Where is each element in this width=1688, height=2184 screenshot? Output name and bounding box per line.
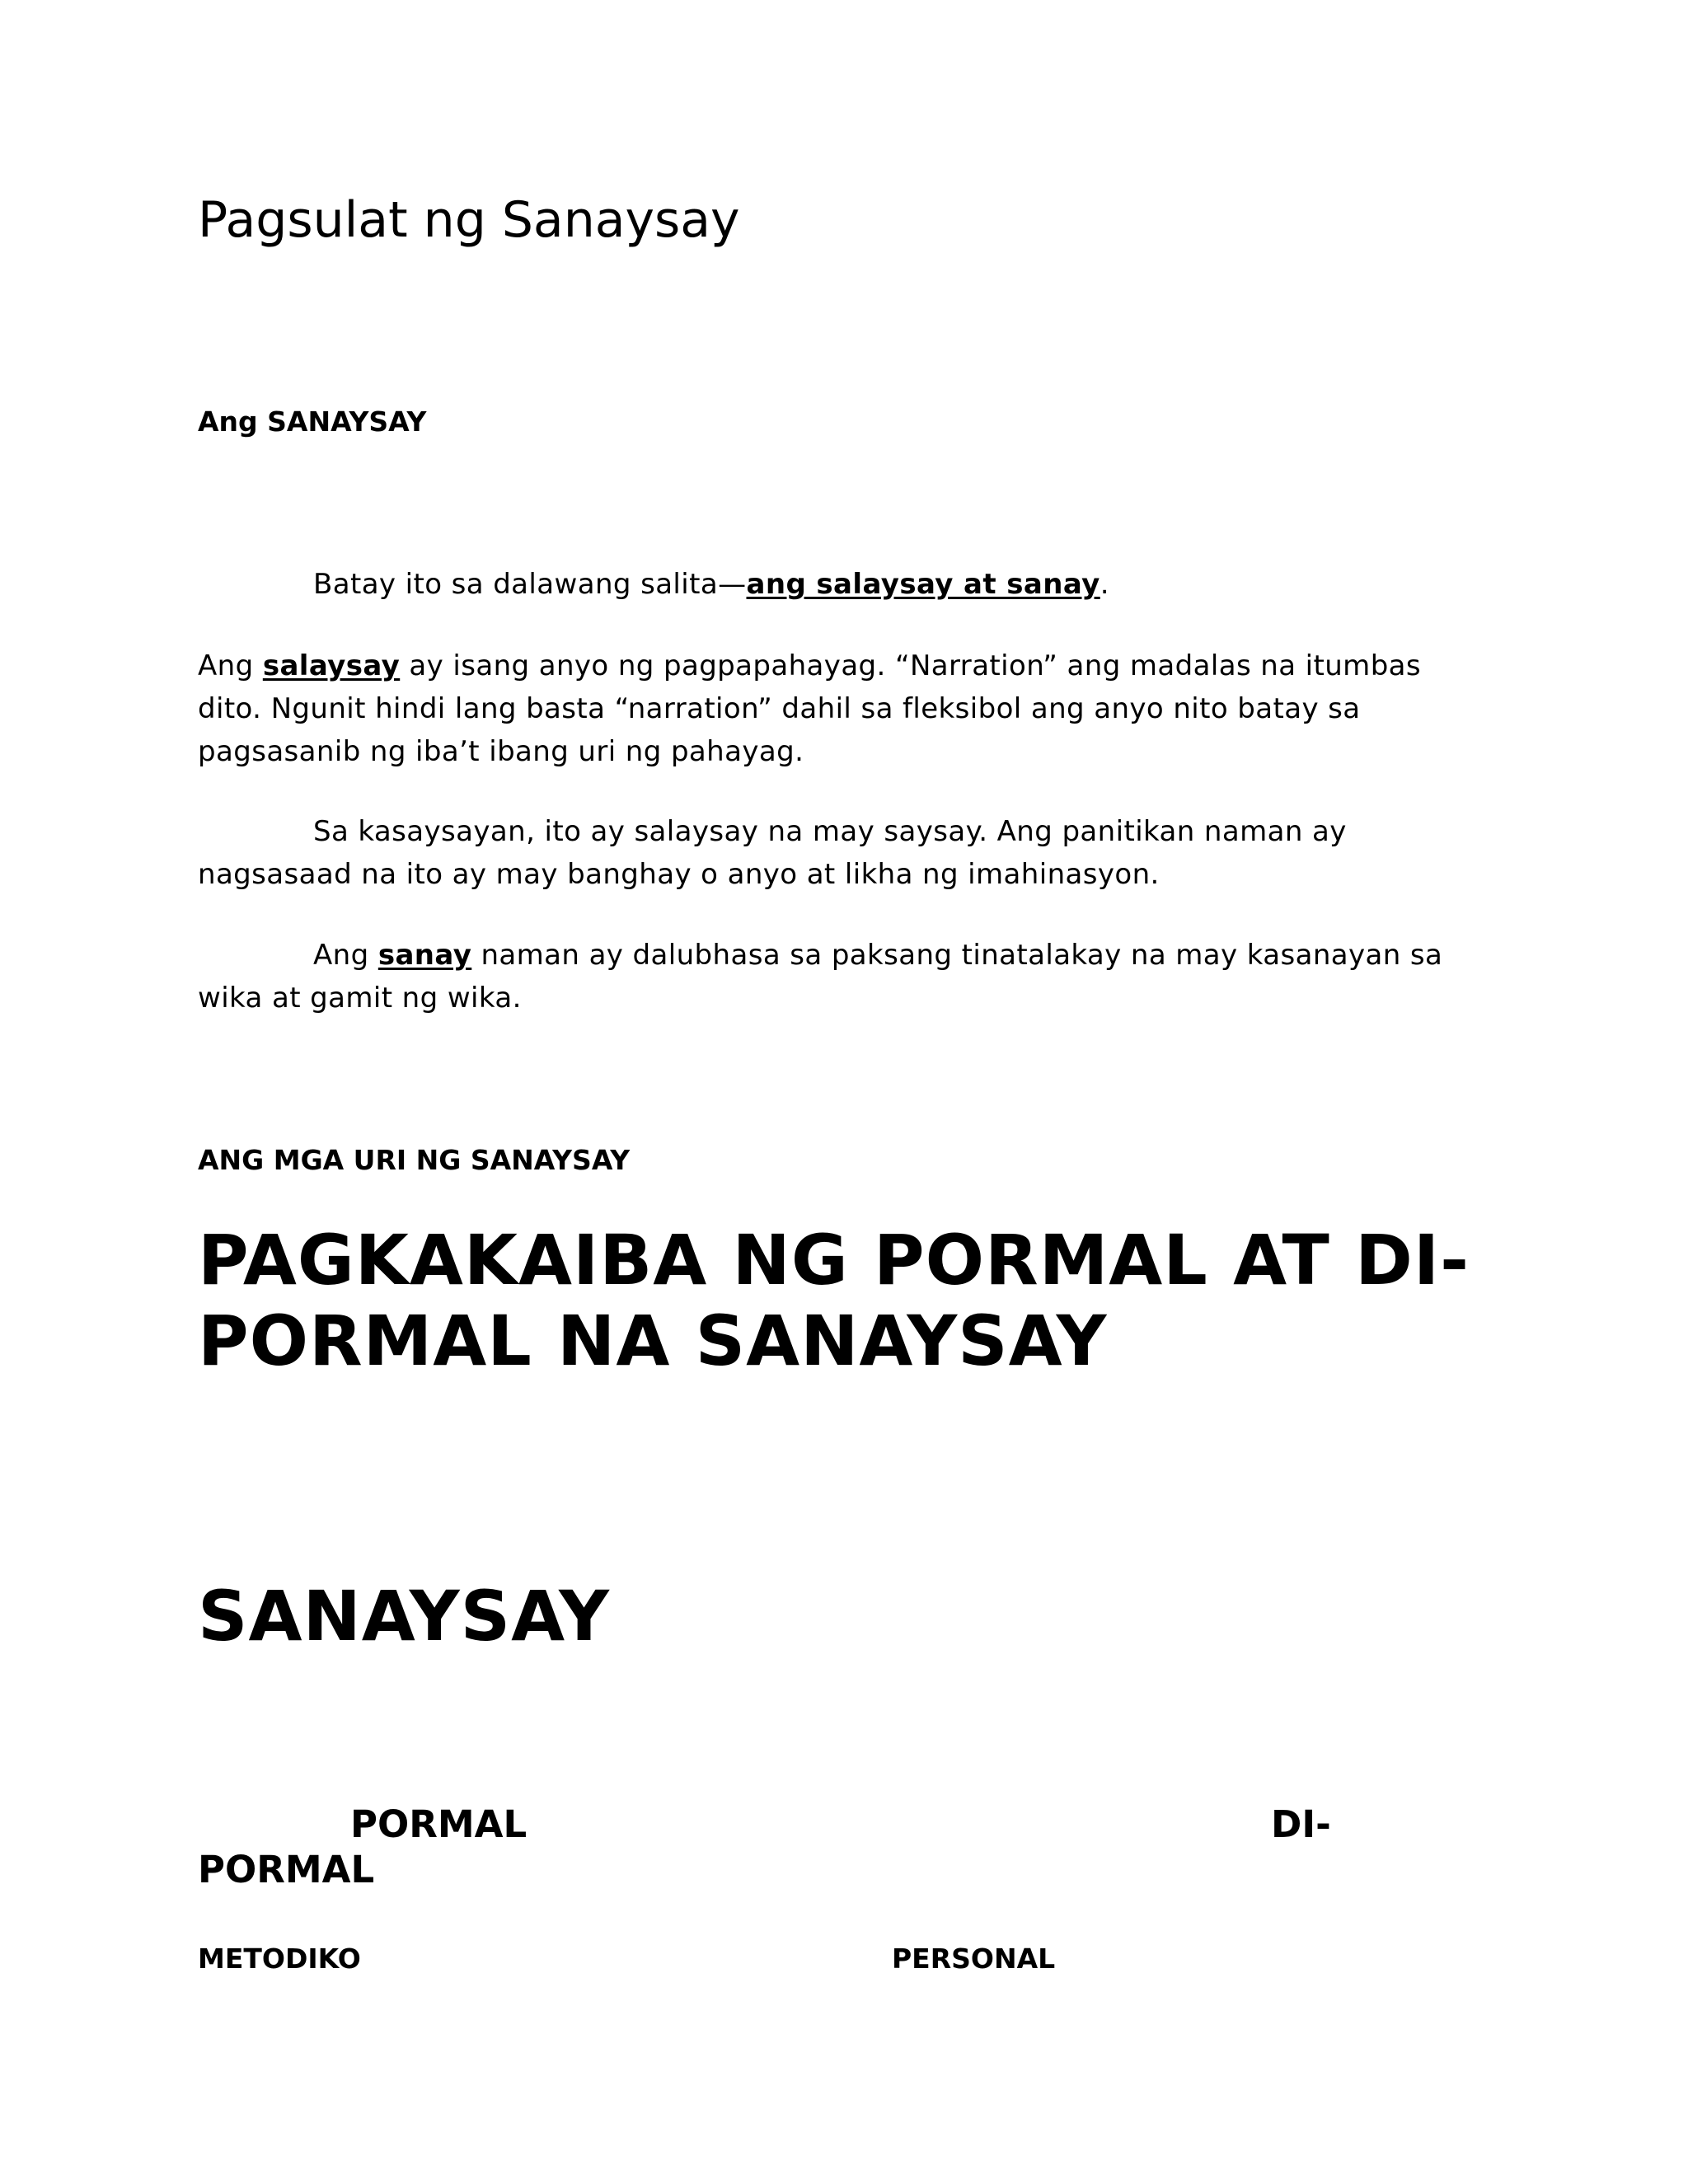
paragraph-salaysay [198, 644, 1484, 773]
section-heading-mga-uri: ANG MGA URI NG SANAYSAY [198, 1144, 631, 1176]
keyword-salaysay: salaysay [262, 649, 401, 682]
column-label-pormal: PORMAL [350, 1802, 528, 1846]
paragraph-salaysay-text: ay isang anyo ng pagpapahayag. “Narration” ang madalas na itumbas dito. Ngunit hindi lang basta “narration” dahil sa fleksibol ang anyo nito batay sa pagsasanib ng iba’t ibang uri ng pahayag. [198, 649, 1422, 768]
section-heading-ang-sanaysay: Ang SANAYSAY [198, 405, 427, 438]
keyword-sanay: sanay [377, 939, 472, 972]
paragraph-batay-text: Batay ito sa dalawang salita— [313, 568, 747, 601]
paragraph-batay-end: . [1100, 568, 1109, 601]
column-label-pormal-continued: PORMAL [198, 1848, 375, 1891]
paragraph-sanay [198, 934, 1484, 1019]
heading-pagkakaiba: PAGKAKAIBA NG PORMAL AT DI-PORMAL NA SANAYSAY [198, 1220, 1470, 1381]
column-label-di: DI- [1271, 1802, 1331, 1846]
paragraph-salaysay-start: Ang [198, 649, 263, 682]
item-metodiko: METODIKO [198, 1943, 361, 1975]
keyword-ang-salaysay-at-sanay: ang salaysay at sanay [746, 568, 1100, 601]
paragraph-batay [198, 563, 1484, 606]
paragraph-kasaysayan: Sa kasaysayan, ito ay salaysay na may saysay. Ang panitikan naman ay nagsasaad na ito ay may banghay o anyo at likha ng imahinasyon. [198, 815, 1347, 891]
paragraph-sanay-start: Ang [313, 939, 378, 972]
item-personal: PERSONAL [892, 1943, 1056, 1975]
paragraph-sanay-text: naman ay dalubhasa sa paksang tinatalakay na may kasanayan sa wika at gamit ng wika. [198, 939, 1443, 1015]
document-title: Pagsulat ng Sanaysay [198, 191, 740, 249]
heading-sanaysay: SANAYSAY [198, 1576, 610, 1657]
